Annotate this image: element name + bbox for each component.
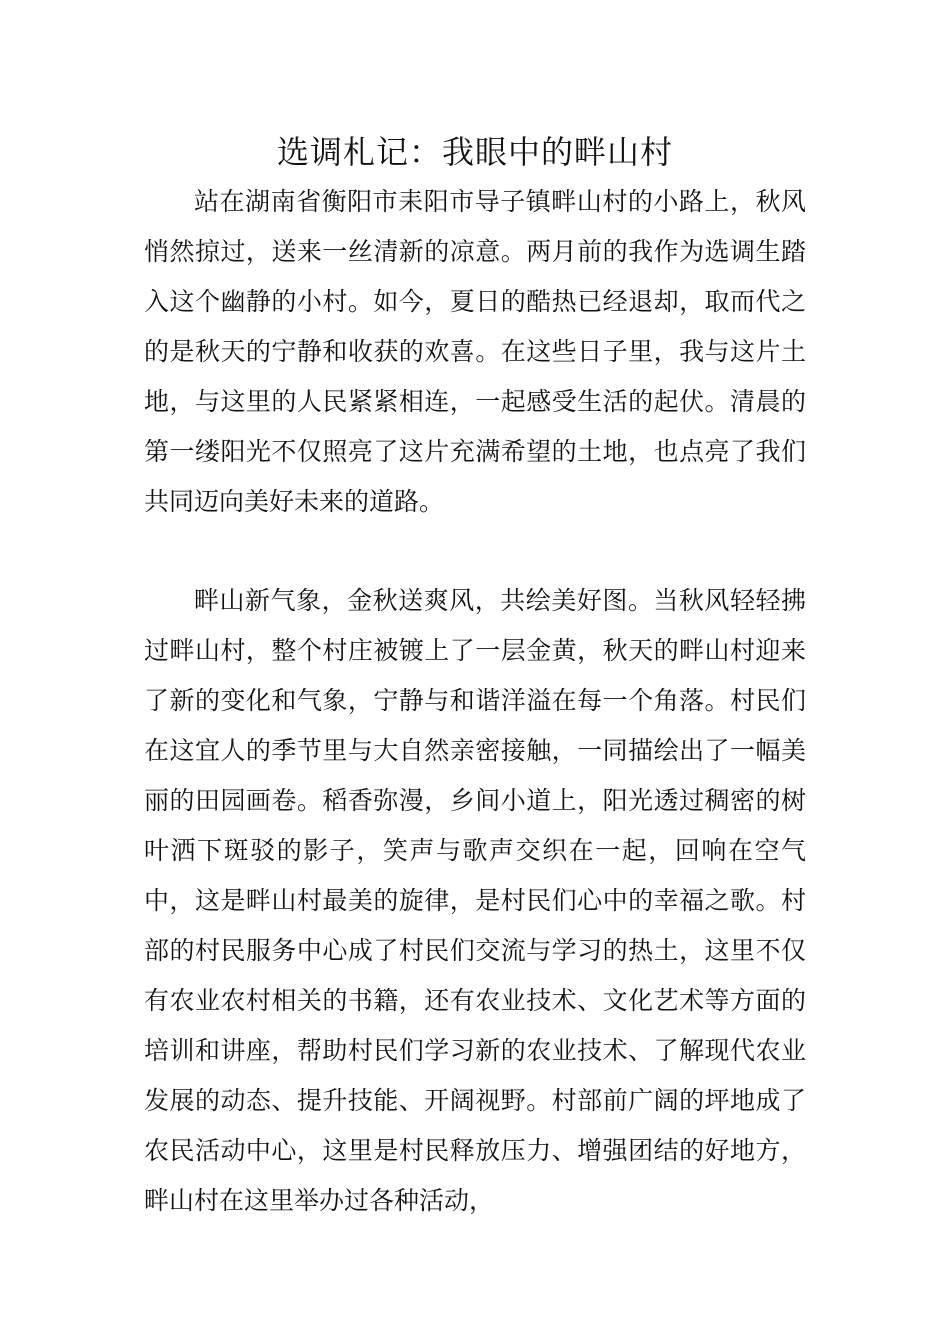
paragraph-new-look: 畔山新气象，金秋送爽风，共绘美好图。当秋风轻轻拂过畔山村，整个村庄被镀上了一层金黄，秋天的畔山村迎来了新的变化和气象，宁静与和谐洋溢在每一个角落。村民们在这宜人的季节里与大自然亲密接触，一同描绘出了一幅美丽的田园画卷。稻香弥漫，乡间小道上，阳光透过稠密的树叶洒下斑驳的影子，笑声与歌声交织在一起，回响在空气中，这是畔山村最美的旋律，是村民们心中的幸福之歌。村部的村民服务中心成了村民们交流与学习的热土，这里不仅有农业农村相关的书籍，还有农业技术、文化艺术等方面的培训和讲座，帮助村民们学习新的农业技术、了解现代农业发展的动态、提升技能、开阔视野。村部前广阔的坪地成了农民活动中心，这里是村民释放压力、增强团结的好地方，畔山村在这里举办过各种活动，	[144, 586, 806, 1215]
document-title: 选调札记：我眼中的畔山村	[276, 133, 673, 171]
paragraph-intro: 站在湖南省衡阳市耒阳市导子镇畔山村的小路上，秋风悄然掠过，送来一丝清新的凉意。两月前的我作为选调生踏入这个幽静的小村。如今，夏日的酷热已经退却，取而代之的是秋天的宁静和收获的欢喜。在这些日子里，我与这片土地，与这里的人民紧紧相连，一起感受生活的起伏。清晨的第一缕阳光不仅照亮了这片充满希望的土地，也点亮了我们共同迈向美好未来的道路。	[144, 187, 806, 516]
